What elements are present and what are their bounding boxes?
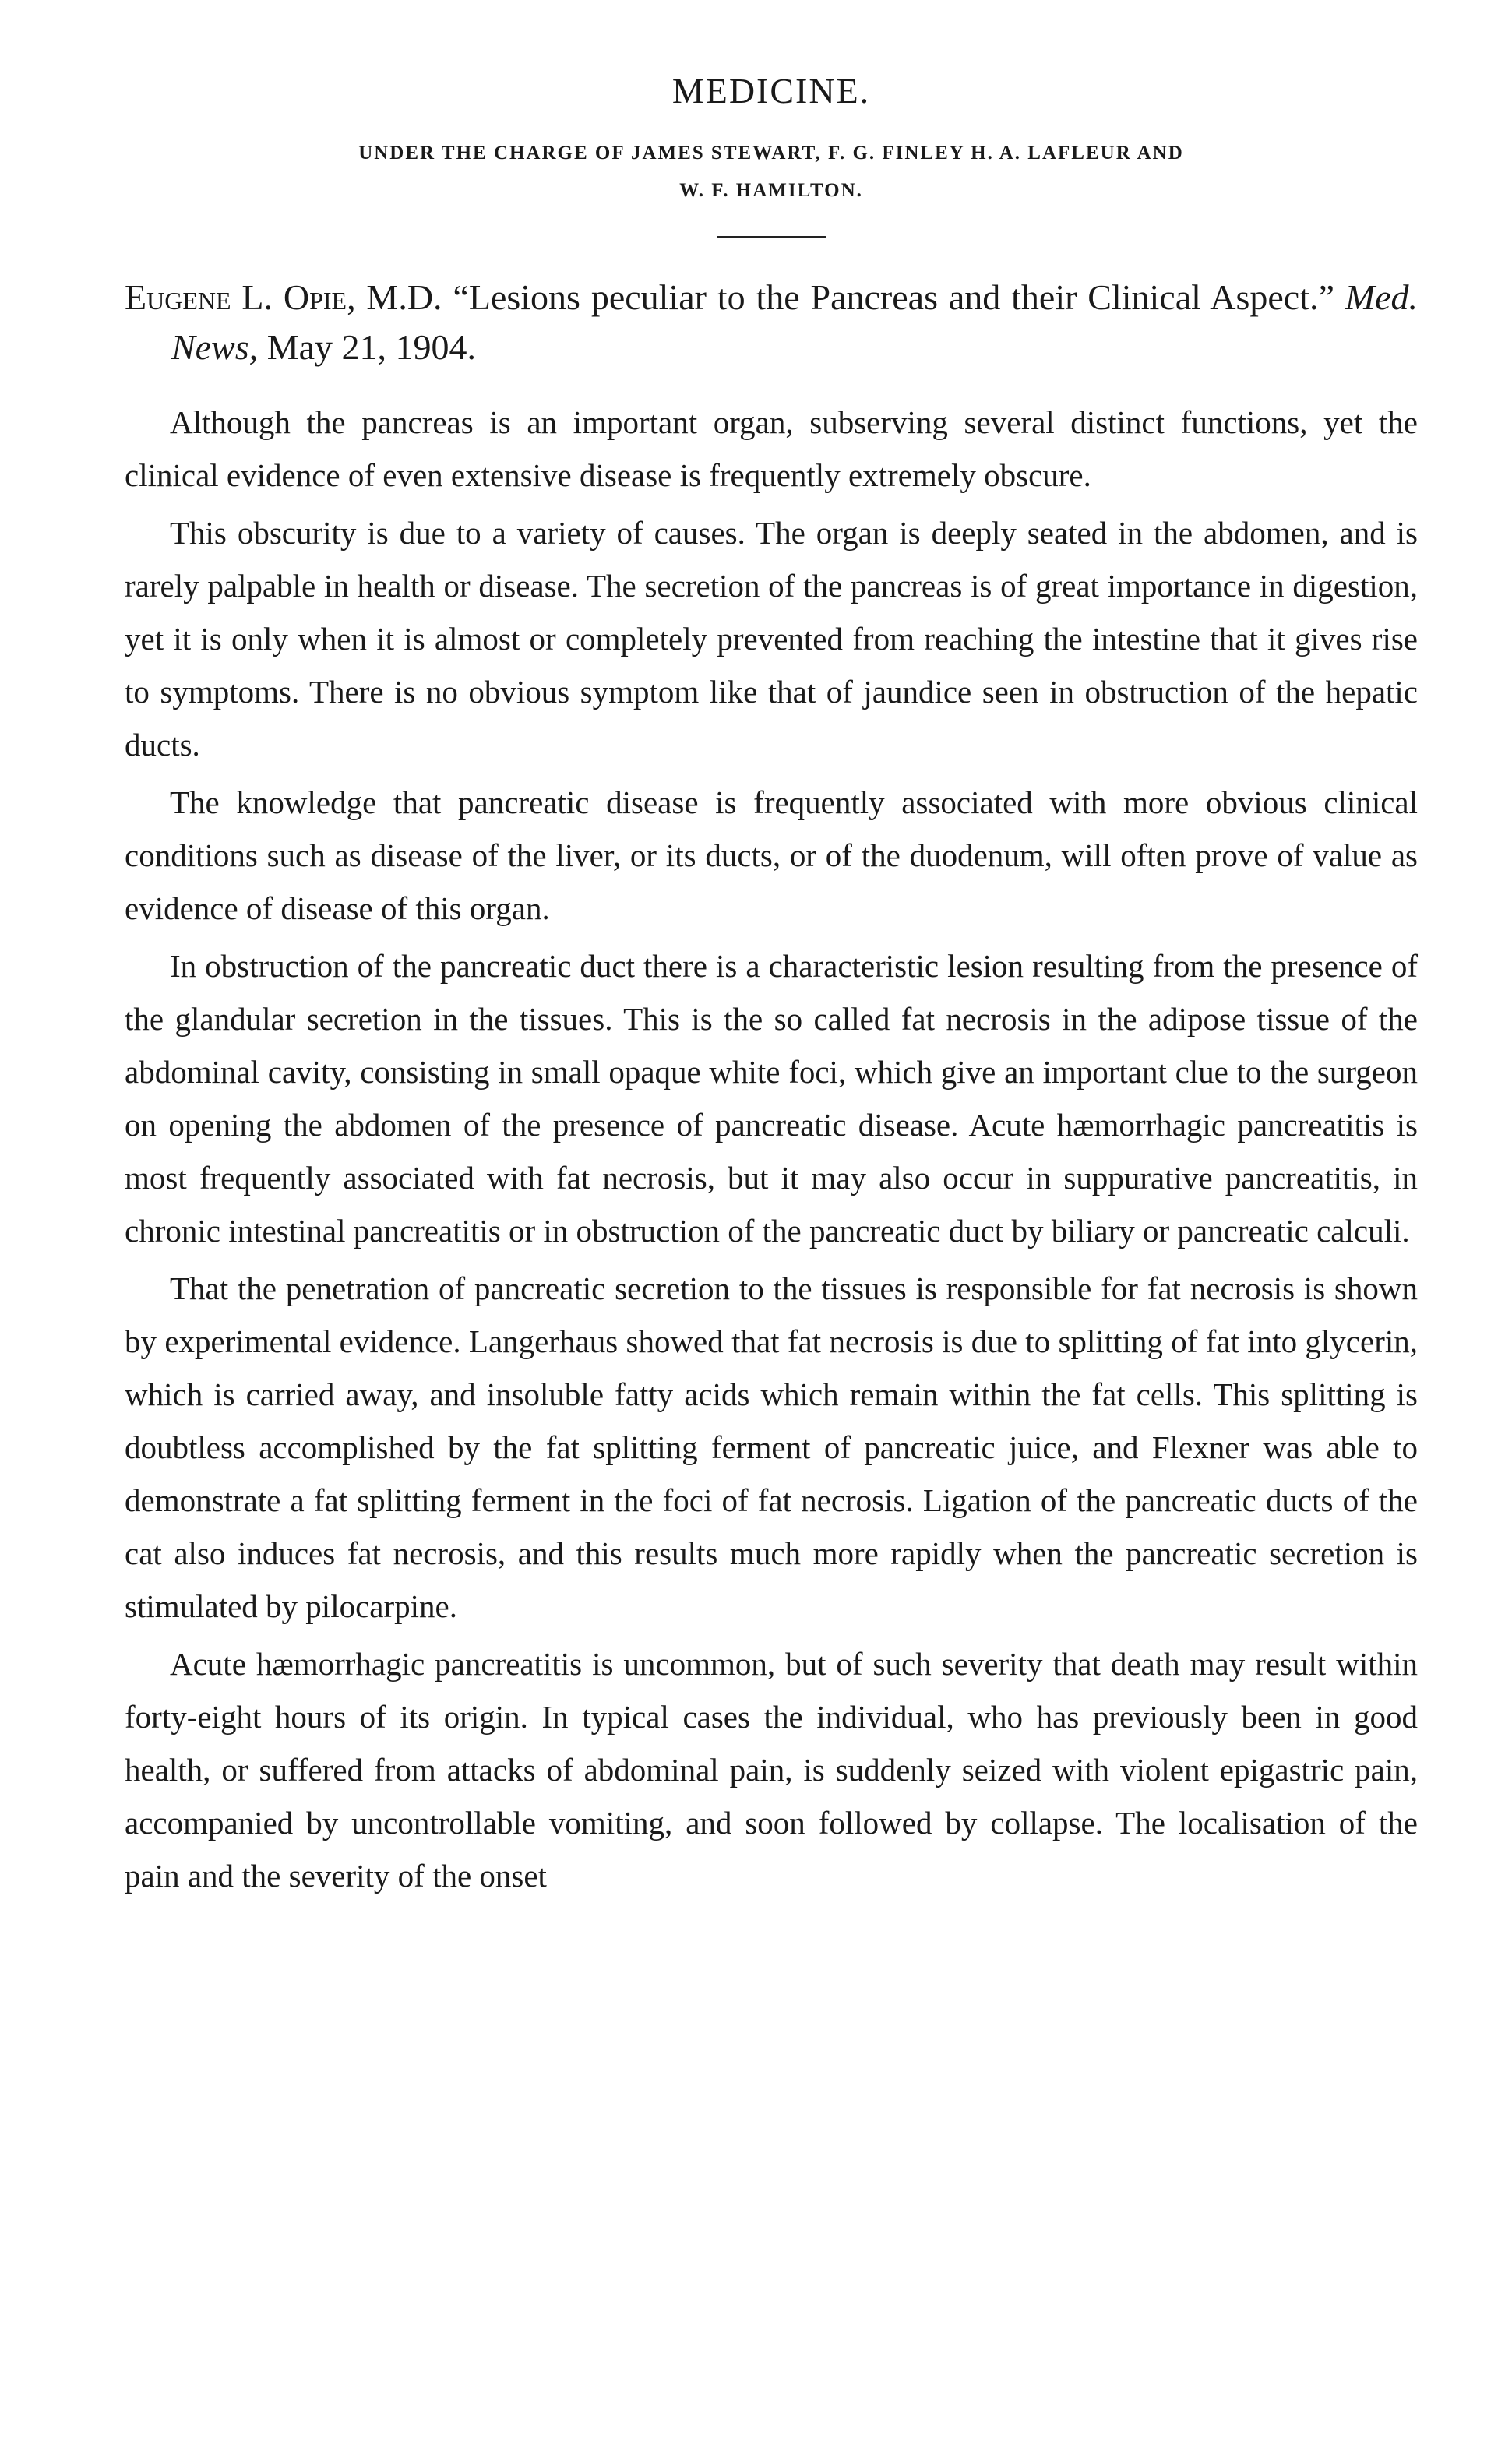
body-paragraph: That the penetration of pancreatic secretion to the tissues is responsible for fat necrosis is shown by experimental evidence. Langerhaus showed that fat necrosis is due to splitting of fat into glycerin, which is carried away, and insoluble fatty acids which remain within the fat cells. This splitting is doubtless accomplished by the fat splitting ferment of pancreatic juice, and Flexner was able to demonstrate a fat splitting ferment in the foci of fat necrosis. Ligation of the pancreatic ducts of the cat also induces fat necrosis, and this results much more rapidly when the pancreatic secretion is stimulated by pilocarpine. xyxy=(125,1270,1418,1624)
body-paragraph: The knowledge that pancreatic disease is frequently associated with more obvious clinical conditions such as disease of the liver, or its ducts, or of the duodenum, will often prove of value as evidence of disease of this organ. xyxy=(125,784,1418,926)
article-citation xyxy=(125,273,1418,372)
body-paragraph: Acute hæmorrhagic pancreatitis is uncommon, but of such severity that death may result within forty-eight hours of its origin. In typical cases the individual, who has previously been in good health, or suffered from attacks of abdominal pain, is suddenly seized with violent epigastric pain, accompanied by uncontrollable vomiting, and soon followed by collapse. The localisation of the pain and the severity of the onset xyxy=(125,1646,1418,1894)
section-title: MEDICINE. xyxy=(671,71,871,111)
body-paragraph: This obscurity is due to a variety of causes. The organ is deeply seated in the abdomen, and is rarely palpable in health or disease. The secretion of the pancreas is of great importance in digestion, yet it is only when it is almost or completely prevented from reaching the intestine that it gives rise to symptoms. There is no obvious symptom like that of jaundice seen in obstruction of the hepatic ducts. xyxy=(125,515,1418,763)
section-divider xyxy=(717,236,826,238)
citation-journal: Med. News, xyxy=(171,277,1419,367)
editors-line-1: UNDER THE CHARGE OF JAMES STEWART, F. G. FINLEY H. A. LAFLEUR AND xyxy=(358,143,1184,164)
body-paragraph: Although the pancreas is an important organ, subserving several distinct functions, yet the clinical evidence of even extensive disease is frequently extremely obscure. xyxy=(125,404,1418,493)
document-page xyxy=(125,70,1418,1907)
citation-title: “Lesions peculiar to the Pancreas and their Clinical Aspect.” xyxy=(453,277,1334,317)
body-paragraph: In obstruction of the pancreatic duct there is a characteristic lesion resulting from the presence of the glandular secretion in the tissues. This is the so called fat necrosis in the adipose tissue of the abdominal cavity, consisting in small opaque white foci, which give an important clue to the surgeon on opening the abdomen of the presence of pancreatic disease. Acute hæmorrhagic pancreatitis is most frequently associated with fat necrosis, but it may also occur in suppurative pancreatitis, in chronic intestinal pancreatitis or in obstruction of the pancreatic duct by biliary or pancreatic calculi. xyxy=(125,948,1418,1249)
citation-author: Eugene L. Opie, M.D. xyxy=(125,277,442,317)
editors-line-2: W. F. HAMILTON. xyxy=(679,180,863,201)
citation-date: May 21, 1904. xyxy=(266,327,477,367)
